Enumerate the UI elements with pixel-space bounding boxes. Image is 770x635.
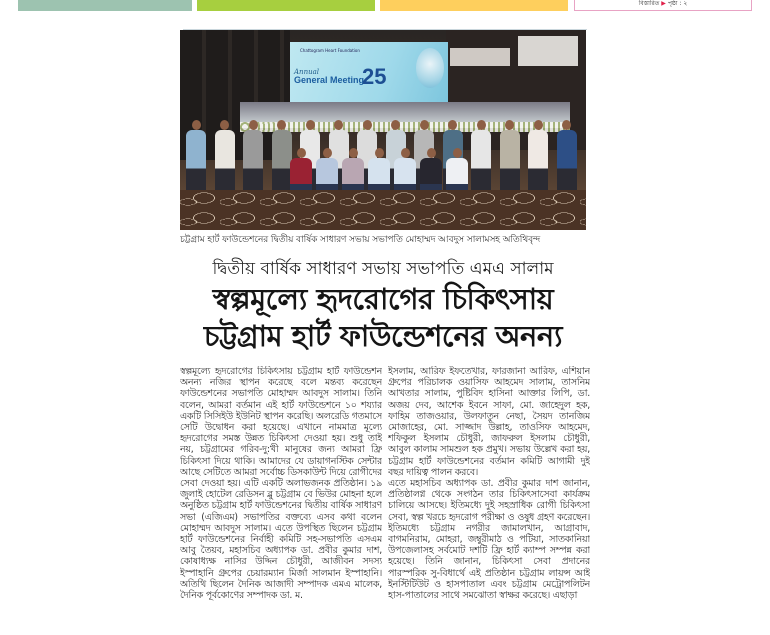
person-head — [249, 120, 258, 130]
person-head — [297, 148, 306, 158]
article-column-2 — [388, 366, 590, 635]
person-head — [192, 120, 201, 130]
person-head — [334, 120, 343, 130]
article-column-1 — [180, 366, 382, 635]
carpet — [180, 190, 586, 230]
person-head — [420, 120, 429, 130]
section-color-bar-3 — [380, 0, 568, 11]
person-head — [306, 120, 315, 130]
screen-annual-text: Annual — [294, 68, 319, 76]
person-head — [349, 148, 358, 158]
person-head — [277, 120, 286, 130]
person-head — [453, 148, 462, 158]
column-1-paragraph: স্বল্পমূল্যে হৃদরোগের চিকিৎসায় চট্টগ্রাম হার্ট ফাউন্ডেশন অনন্য নজির স্থাপন করেছে বলে মন্তব্য করেছেন ফাউন্ডেশনের সভাপতি মোহাম্মদ আবদুস সালাম। তিনি বলেন, আমরা বর্তমান এই হার্ট ফাউন্ডেশনে ১০ শয্যার একটি সিসিইউ ইউনিট স্থাপন করেছি। অলরেডি গতমাসে সেটি উদ্বোধন করা হয়েছে। এখানে নামমাত্র মূল্যে হৃদরোগের সমস্ত উন্নত চিকিৎসা দেওয়া হয়। শুধু তাই নয়, চট্টগ্রামের গরিব-দু:খী মানুষের জন্য আমরা ফ্রি চিকিৎসা দিয়ে থাকি। আমাদের যে ডায়াগনস্টিক সেন্টার আছে সেটিতে আমরা সর্বোচ্চ ডিসকাউন্ট দিয়ে রোগীদের সেবা দেওয়া হয়। এটি একটি অলাভজনক প্রতিষ্ঠান। ১৯ জুলাই হোটেল রেডিসন ব্লু চট্টগ্রাম বে ভিউর মোহনা হলে অনুষ্ঠিত চট্টগ্রাম হার্ট ফাউন্ডেশনের দ্বিতীয় বার্ষিক সাধারণ সভা (এজিএম) সভাপতির বক্তব্যে এসব কথা বলেন মোহাম্মদ আবদুস সালাম। এতে উপস্থিত ছিলেন চট্টগ্রাম হার্ট ফাউন্ডেশনের নির্বাহী কমিটি সহ-সভাপতি এসএম আবু তৈয়ব, মহাসচিব অধ্যাপক ডা. প্রবীর কুমার দাশ, কোষাধ্যক্ষ নাসির উদ্দিন চৌধুরী, আজীবন সদস্য ইস্পাহানি গ্রুপের চেয়ারম্যান মির্জা সালমান ইস্পাহানি। অতিথি ছিলেন দৈনিক আজাদী সম্পাদক এমএ মালেক, দৈনিক পূর্বকোণের সম্পাদক ডা. ম. — [180, 366, 382, 602]
person-head — [391, 120, 400, 130]
screen-number: 25 — [362, 64, 387, 89]
article-headline-line-2: চট্টগ্রাম হার্ট ফাউন্ডেশনের অনন্য — [203, 319, 563, 353]
article-headline-line-1: স্বল্পমূল্যে হৃদরোগের চিকিৎসায় — [212, 282, 554, 316]
event-photo — [180, 30, 586, 230]
person-head — [375, 148, 384, 158]
column-2-paragraph-2: এতে মহাসচিব অধ্যাপক ডা. প্রবীর কুমার দাশ জানান, প্রতিষ্ঠালগ্ন থেকে সংগঠন তার চিকিৎসাসেবা কার্যক্রম চালিয়ে আসছে। ইতিমধ্যে দুই সহস্রাধিক রোগী চিকিৎসা সেবা, স্বল্প খরচে হৃদরোগ পরীক্ষা ও ওষুধ গ্রহণ করেছেন। ইতিমধ্যে চট্টগ্রাম নগরীর জামালখান, আগ্রাবাদ, বাগমনিরাম, মোহরা, জম্বুরীমাঠ ও পটিয়া, সাতকানিয়া উপজেলাসহ সর্বমোট দশটি ফ্রি হার্ট ক্যাম্প সম্পন্ন করা হয়েছে। তিনি জানান, চিকিৎসা সেবা প্রদানের পারস্পরিক সু-বিধার্থে এই প্রতিষ্ঠান চট্টগ্রাম লায়ন্স আই ইনস্টিটিউট ও হাসপাতাল এবং চট্টগ্রাম মেট্রোপলিটন হাস-পাতালের সাথে সমঝোতা স্বাক্ষর করেছে। এছাড়া — [388, 478, 590, 602]
person-head — [562, 120, 571, 130]
person-head — [401, 148, 410, 158]
person-head — [477, 120, 486, 130]
person-head — [505, 120, 514, 130]
screen-logo: Chattogram Heart Foundation — [300, 48, 360, 53]
continued-label: বিস্তারিত — [638, 0, 660, 7]
section-color-bar-1 — [18, 0, 192, 11]
person-head — [220, 120, 229, 130]
article-subheadline: দ্বিতীয় বার্ষিক সাধারণ সভায় সভাপতি এমএ সালাম — [212, 259, 554, 279]
person-head — [534, 120, 543, 130]
screen-portrait — [416, 48, 444, 88]
photo-caption: চট্টগ্রাম হার্ট ফাউন্ডেশনের দ্বিতীয় বার্ষিক সাধারণ সভায় সভাপতি মোহাম্মদ আবদুস সালামসহ অতিথিবৃন্দ — [180, 234, 541, 245]
person-head — [448, 120, 457, 130]
triangle-right-icon: ▶ — [661, 0, 666, 7]
photo-panel — [518, 36, 578, 66]
person-head — [363, 120, 372, 130]
person-head — [323, 148, 332, 158]
page-number: পৃষ্ঠা : ২ — [667, 0, 688, 7]
screen-title: General Meeting — [294, 75, 365, 85]
continued-page-reference[interactable] — [574, 0, 752, 11]
projection-screen — [290, 42, 448, 107]
photo-panel — [450, 48, 510, 66]
section-color-bar-2 — [197, 0, 375, 11]
person-head — [427, 148, 436, 158]
column-2-paragraph-1: ইসলাম, আরিফ ইফতেখার, ফারজানা আরিফ, এশিয়ান গ্রুপের পরিচালক ওয়াসিফ আহমেদ সালাম, তাসনিম আখতার সালাম, পুষ্টিবিদ হাসিনা আক্তার লিপি, ডা. অজয় দেব, আশেক ইবনে সাফা, মো. জাহেদুল হক, ফাহিম তাজওয়ার, উলফাতুন নেছা, সৈয়দ তানজিম মোজাহের, মো. সাজ্জাদ উল্লাহ, তাওসিফ আহমেদ, শফিকুল ইসলাম চৌধুরী, জাফরুল ইসলাম চৌধুরী, আবুল কালাম সামশুল হক প্রমুখ। সভায় উল্লেখ করা হয়, চট্টগ্রাম হার্ট ফাউন্ডেশনের বর্তমান কমিটি আগামী দুই বছর দায়িত্ব পালন করবে। — [388, 366, 590, 478]
